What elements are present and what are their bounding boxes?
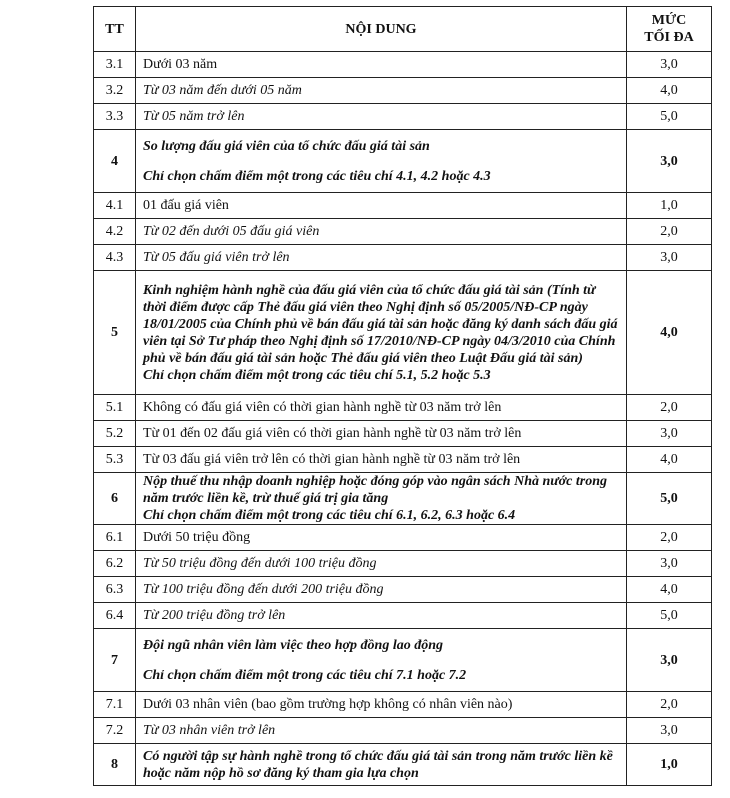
row-score: 3,0: [627, 245, 712, 271]
row-tt: 4.3: [94, 245, 136, 271]
row-score: 4,0: [627, 271, 712, 395]
row-content: Từ 100 triệu đồng đến dưới 200 triệu đồng: [136, 577, 627, 603]
table-row: [94, 52, 712, 78]
table-row: [94, 447, 712, 473]
row-tt: 3.3: [94, 104, 136, 130]
header-max-line1: MỨC: [651, 13, 687, 28]
criterion-title: Kinh nghiệm hành nghề của đấu giá viên của tổ chức đấu giá tài sản (Tính từ thời điểm được cấp Thẻ đấu giá viên theo Nghị định số 05/2005/NĐ-CP ngày 18/01/2005 của Chính phủ về bán đấu giá tài sản hoặc đăng ký danh sách đấu giá viên tại Sở Tư pháp theo Nghị định số 17/2010/NĐ-CP ngày 04/3/2010 của Chính phủ về bán đấu giá tài sản hoặc Thẻ đấu giá viên theo Luật Đấu giá tài sản): [143, 282, 618, 366]
table-row: [94, 104, 712, 130]
table-row-criterion: [94, 473, 712, 525]
row-tt: 5.1: [94, 395, 136, 421]
table-row-criterion: [94, 629, 712, 692]
row-tt: 7.2: [94, 718, 136, 744]
header-content: NỘI DUNG: [136, 7, 627, 52]
table-row: [94, 245, 712, 271]
row-content: Có người tập sự hành nghề trong tổ chức đấu giá tài sản trong năm trước liền kề hoặc năm nộp hồ sơ đăng ký tham gia lựa chọn: [136, 744, 627, 786]
row-content: [136, 473, 627, 525]
row-content: Từ 200 triệu đồng trở lên: [136, 603, 627, 629]
row-content: Dưới 03 nhân viên (bao gồm trường hợp không có nhân viên nào): [136, 692, 627, 718]
row-content: Từ 03 đấu giá viên trở lên có thời gian hành nghề từ 03 năm trở lên: [136, 447, 627, 473]
header-max-line2: TỐI ĐA: [644, 30, 694, 45]
table-row: [94, 395, 712, 421]
row-content: Từ 50 triệu đồng đến dưới 100 triệu đồng: [136, 551, 627, 577]
row-tt: 4.1: [94, 193, 136, 219]
row-score: 2,0: [627, 395, 712, 421]
row-content: Từ 03 nhân viên trở lên: [136, 718, 627, 744]
row-score: 1,0: [627, 193, 712, 219]
header-row: [94, 7, 712, 52]
row-tt: 4.2: [94, 219, 136, 245]
table-row: [94, 525, 712, 551]
criterion-note: Chỉ chọn chấm điểm một trong các tiêu chí 6.1, 6.2, 6.3 hoặc 6.4: [143, 508, 516, 523]
criterion-title: Đội ngũ nhân viên làm việc theo hợp đồng lao động: [143, 637, 443, 653]
row-tt: 4: [94, 130, 136, 193]
row-content: Từ 05 đấu giá viên trở lên: [136, 245, 627, 271]
row-tt: 5: [94, 271, 136, 395]
table-row: [94, 692, 712, 718]
row-score: 3,0: [627, 421, 712, 447]
table-row-criterion: [94, 271, 712, 395]
row-tt: 5.3: [94, 447, 136, 473]
table-row-criterion: [94, 130, 712, 193]
row-score: 3,0: [627, 130, 712, 193]
row-content: [136, 130, 627, 193]
row-score: 3,0: [627, 718, 712, 744]
row-content: Từ 01 đến 02 đấu giá viên có thời gian hành nghề từ 03 năm trở lên: [136, 421, 627, 447]
criterion-title: So lượng đấu giá viên của tổ chức đấu giá tài sản: [143, 138, 430, 154]
table-row-criterion: [94, 744, 712, 786]
row-score: 2,0: [627, 692, 712, 718]
row-content: Từ 03 năm đến dưới 05 năm: [136, 78, 627, 104]
criteria-table: [93, 6, 712, 786]
criterion-note: Chỉ chọn chấm điểm một trong các tiêu chí 7.1 hoặc 7.2: [143, 667, 467, 683]
row-tt: 6.1: [94, 525, 136, 551]
table-row: [94, 219, 712, 245]
table-row: [94, 193, 712, 219]
table-row: [94, 551, 712, 577]
row-score: 5,0: [627, 104, 712, 130]
row-tt: 6.4: [94, 603, 136, 629]
row-content: Từ 05 năm trở lên: [136, 104, 627, 130]
row-score: 5,0: [627, 603, 712, 629]
table-row: [94, 421, 712, 447]
row-tt: 6: [94, 473, 136, 525]
row-content: Từ 02 đến dưới 05 đấu giá viên: [136, 219, 627, 245]
row-content: [136, 271, 627, 395]
criterion-note: Chỉ chọn chấm điểm một trong các tiêu chí 4.1, 4.2 hoặc 4.3: [143, 168, 491, 184]
table-row: [94, 718, 712, 744]
row-content: 01 đấu giá viên: [136, 193, 627, 219]
row-score: 4,0: [627, 577, 712, 603]
table-row: [94, 78, 712, 104]
row-score: 3,0: [627, 551, 712, 577]
table-row: [94, 603, 712, 629]
row-score: 4,0: [627, 447, 712, 473]
row-score: 3,0: [627, 52, 712, 78]
row-content: Dưới 50 triệu đồng: [136, 525, 627, 551]
row-tt: 8: [94, 744, 136, 786]
header-max: [627, 7, 712, 52]
row-score: 3,0: [627, 629, 712, 692]
row-tt: 7: [94, 629, 136, 692]
row-score: 5,0: [627, 473, 712, 525]
row-score: 2,0: [627, 525, 712, 551]
criterion-note: Chỉ chọn chấm điểm một trong các tiêu chí 5.1, 5.2 hoặc 5.3: [143, 367, 491, 383]
header-tt: TT: [94, 7, 136, 52]
row-tt: 6.3: [94, 577, 136, 603]
row-tt: 6.2: [94, 551, 136, 577]
row-tt: 3.2: [94, 78, 136, 104]
row-content: [136, 629, 627, 692]
row-score: 4,0: [627, 78, 712, 104]
criterion-title: Nộp thuế thu nhập doanh nghiệp hoặc đóng góp vào ngân sách Nhà nước trong năm trước liền kề, trừ thuế giá trị gia tăng: [143, 474, 608, 506]
row-tt: 3.1: [94, 52, 136, 78]
row-score: 2,0: [627, 219, 712, 245]
row-content: Không có đấu giá viên có thời gian hành nghề từ 03 năm trở lên: [136, 395, 627, 421]
row-score: 1,0: [627, 744, 712, 786]
row-tt: 5.2: [94, 421, 136, 447]
row-content: Dưới 03 năm: [136, 52, 627, 78]
table-row: [94, 577, 712, 603]
row-tt: 7.1: [94, 692, 136, 718]
